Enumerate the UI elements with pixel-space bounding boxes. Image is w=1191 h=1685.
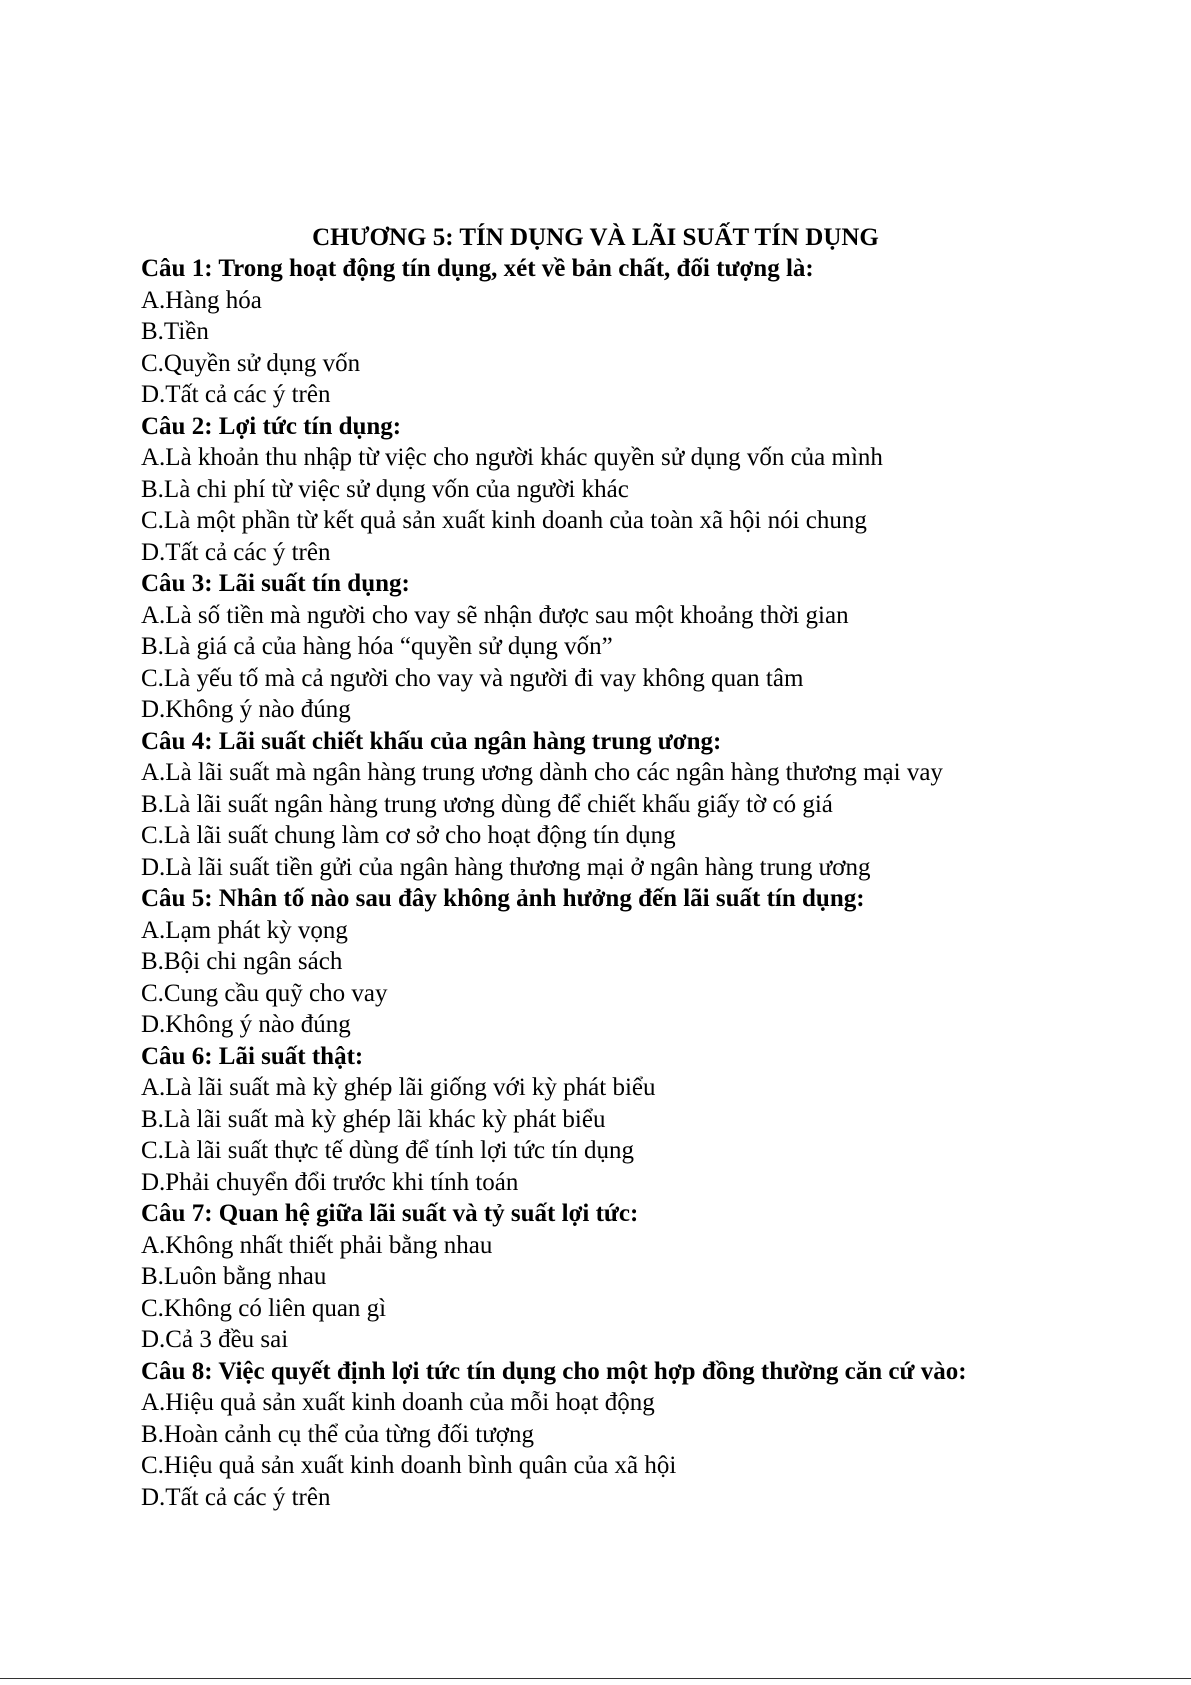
option-6d: D.Phải chuyển đổi trước khi tính toán xyxy=(141,1168,519,1196)
option-6a: A.Là lãi suất mà kỳ ghép lãi giống với kỳ phát biểu xyxy=(141,1074,656,1101)
question-3: Câu 3: Lãi suất tín dụng: xyxy=(141,570,410,597)
option-8a: A.Hiệu quả sản xuất kinh doanh của mỗi hoạt động xyxy=(141,1389,655,1416)
option-1d: D.Tất cả các ý trên xyxy=(141,381,331,408)
option-5a: A.Lạm phát kỳ vọng xyxy=(141,916,348,944)
option-4d: D.Là lãi suất tiền gửi của ngân hàng thương mại ở ngân hàng trung ương xyxy=(141,853,871,881)
option-7a: A.Không nhất thiết phải bằng nhau xyxy=(141,1231,493,1259)
option-4c: C.Là lãi suất chung làm cơ sở cho hoạt động tín dụng xyxy=(141,822,676,849)
option-1a: A.Hàng hóa xyxy=(141,286,262,314)
option-5d: D.Không ý nào đúng xyxy=(141,1011,351,1038)
option-5b: B.Bội chi ngân sách xyxy=(141,948,343,975)
question-7: Câu 7: Quan hệ giữa lãi suất và tỷ suất lợi tức: xyxy=(141,1200,639,1227)
option-1c: C.Quyền sử dụng vốn xyxy=(141,349,361,377)
option-7c: C.Không có liên quan gì xyxy=(141,1294,387,1322)
option-3a: A.Là số tiền mà người cho vay sẽ nhận được sau một khoảng thời gian xyxy=(141,601,849,629)
option-8b: B.Hoàn cảnh cụ thể của từng đối tượng xyxy=(141,1420,535,1448)
question-6: Câu 6: Lãi suất thật: xyxy=(141,1042,364,1070)
option-3b: B.Là giá cả của hàng hóa “quyền sử dụng vốn” xyxy=(141,633,613,660)
option-4a: A.Là lãi suất mà ngân hàng trung ương dành cho các ngân hàng thương mại vay xyxy=(141,759,943,786)
chapter-title: CHƯƠNG 5: TÍN DỤNG VÀ LÃI SUẤT TÍN DỤNG xyxy=(312,224,879,251)
option-2b: B.Là chi phí từ việc sử dụng vốn của người khác xyxy=(141,475,629,503)
option-5c: C.Cung cầu quỹ cho vay xyxy=(141,979,388,1007)
option-1b: B.Tiền xyxy=(141,318,209,345)
option-2c: C.Là một phần từ kết quả sản xuất kinh doanh của toàn xã hội nói chung xyxy=(141,507,867,534)
option-3d: D.Không ý nào đúng xyxy=(141,696,351,723)
option-6c: C.Là lãi suất thực tế dùng để tính lợi tức tín dụng xyxy=(141,1137,635,1164)
question-5: Câu 5: Nhân tố nào sau đây không ảnh hưởng đến lãi suất tín dụng: xyxy=(141,885,865,912)
option-8c: C.Hiệu quả sản xuất kinh doanh bình quân của xã hội xyxy=(141,1452,677,1479)
option-7d: D.Cả 3 đều sai xyxy=(141,1326,289,1353)
option-7b: B.Luôn bằng nhau xyxy=(141,1263,327,1290)
page-bottom-divider xyxy=(0,1678,1191,1679)
option-2a: A.Là khoản thu nhập từ việc cho người khác quyền sử dụng vốn của mình xyxy=(141,444,883,471)
option-8d: D.Tất cả các ý trên xyxy=(141,1483,331,1511)
option-3c: C.Là yếu tố mà cả người cho vay và người đi vay không quan tâm xyxy=(141,664,804,692)
question-2: Câu 2: Lợi tức tín dụng: xyxy=(141,412,402,440)
option-2d: D.Tất cả các ý trên xyxy=(141,538,331,566)
question-1: Câu 1: Trong hoạt động tín dụng, xét về bản chất, đối tượng là: xyxy=(141,255,814,282)
question-4: Câu 4: Lãi suất chiết khấu của ngân hàng trung ương: xyxy=(141,727,722,755)
question-8: Câu 8: Việc quyết định lợi tức tín dụng cho một hợp đồng thường căn cứ vào: xyxy=(141,1357,967,1385)
option-6b: B.Là lãi suất mà kỳ ghép lãi khác kỳ phát biểu xyxy=(141,1105,606,1133)
question-list xyxy=(141,253,1151,1513)
option-4b: B.Là lãi suất ngân hàng trung ương dùng để chiết khấu giấy tờ có giá xyxy=(141,790,833,818)
